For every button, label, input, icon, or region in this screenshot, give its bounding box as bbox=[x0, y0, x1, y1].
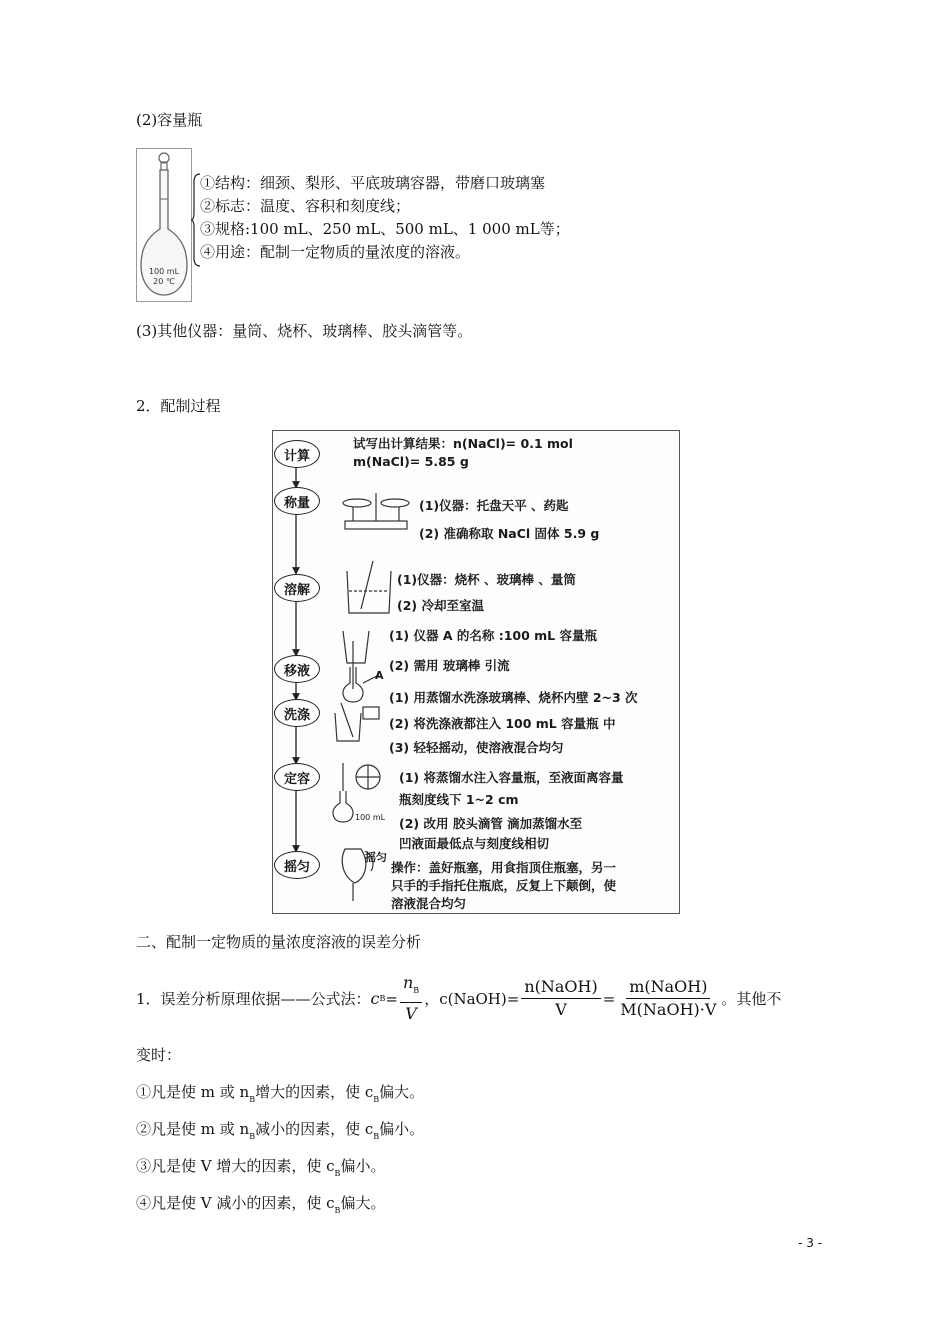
flask-label-volume: 100 mL bbox=[148, 267, 180, 276]
weigh-instruments: (1)仪器：托盘天平 、药匙 bbox=[419, 498, 569, 513]
other-instruments: (3)其他仪器：量筒、烧杯、玻璃棒、胶头滴管等。 bbox=[136, 322, 473, 340]
rule-2-sub1: B bbox=[249, 1132, 256, 1141]
formula-eq-2: = bbox=[602, 989, 616, 1008]
rule-4 bbox=[136, 1193, 385, 1221]
fraction-m-naoh bbox=[617, 976, 719, 1021]
rule-2 bbox=[136, 1119, 424, 1147]
formula-suffix: 。其他不 bbox=[721, 989, 782, 1008]
rule-2-a: ②凡是使 m 或 n bbox=[136, 1120, 250, 1138]
frac2-den: M(NaOH)·V bbox=[620, 1000, 717, 1019]
flask-label-temp: 20 ℃ bbox=[153, 277, 175, 286]
section-heading-volumetric-flask: (2)容量瓶 bbox=[136, 111, 203, 129]
rule-4-a: ④凡是使 V 减小的因素，使 c bbox=[136, 1194, 335, 1212]
page-number: - 3 - bbox=[798, 1236, 822, 1250]
flask-structure: ①结构：细颈、梨形、平底玻璃容器，带磨口玻璃塞 bbox=[200, 174, 546, 192]
rule-1-a: ①凡是使 m 或 n bbox=[136, 1083, 250, 1101]
rule-4-sub2: B bbox=[334, 1206, 341, 1215]
formula-comma: ，c(NaOH)= bbox=[424, 989, 520, 1008]
frac1-den: V bbox=[555, 1000, 567, 1019]
flask-marks: ②标志：温度、容积和刻度线； bbox=[200, 197, 411, 215]
formula-eq-1: = bbox=[385, 989, 398, 1008]
dissolve-instruments: (1)仪器：烧杯 、玻璃棒 、量筒 bbox=[397, 572, 576, 587]
volumetric-flask-image bbox=[136, 148, 192, 302]
transfer-label-a: A bbox=[375, 669, 384, 682]
shake-op-2: 只手的手指托住瓶底，反复上下颠倒，使 bbox=[391, 878, 617, 893]
fix-step-1: (1) 将蒸馏水注入容量瓶，至液面离容量 bbox=[399, 770, 624, 785]
fix-step-1b: 瓶刻度线下 1~2 cm bbox=[399, 792, 519, 807]
rule-1-c: 偏大。 bbox=[379, 1083, 425, 1101]
rule-3 bbox=[136, 1156, 385, 1184]
formula-continuation: 变时： bbox=[136, 1046, 182, 1064]
rule-3-c: 偏小。 bbox=[340, 1157, 386, 1175]
rule-2-c: 偏小。 bbox=[379, 1120, 425, 1138]
transfer-glass-rod: (2) 需用 玻璃棒 引流 bbox=[389, 658, 510, 673]
rule-1 bbox=[136, 1082, 424, 1110]
flask-specs: ③规格:100 mL、250 mL、500 mL、1 000 mL等； bbox=[200, 220, 570, 238]
step-transfer: 移液 bbox=[274, 655, 320, 683]
fraction-nb-v bbox=[400, 972, 422, 1025]
rule-3-a: ③凡是使 V 增大的因素，使 c bbox=[136, 1157, 335, 1175]
error-analysis-heading: 二、配制一定物质的量浓度溶液的误差分析 bbox=[136, 933, 422, 951]
calc-result-n: 试写出计算结果：n(NaCl)= 0.1 mol bbox=[353, 436, 573, 451]
fraction-n-naoh bbox=[521, 976, 600, 1021]
formula-c-sub: B bbox=[379, 993, 386, 1003]
rule-2-b: 减小的因素，使 c bbox=[255, 1120, 374, 1138]
shake-op-1: 操作：盖好瓶塞，用食指顶住瓶塞，另一 bbox=[391, 860, 617, 875]
shake-label: 摇匀 bbox=[365, 851, 387, 864]
fix-label-volume: 100 mL bbox=[355, 813, 386, 822]
flask-usage: ④用途：配制一定物质的量浓度的溶液。 bbox=[200, 243, 471, 261]
rule-3-sub2: B bbox=[334, 1169, 341, 1178]
step-shake: 摇匀 bbox=[274, 851, 320, 879]
rule-1-sub2: B bbox=[373, 1095, 380, 1104]
dissolve-cool: (2) 冷却至室温 bbox=[397, 598, 484, 613]
rule-2-sub2: B bbox=[373, 1132, 380, 1141]
wash-step-2: (2) 将洗涤液都注入 100 mL 容量瓶 中 bbox=[389, 716, 616, 731]
rule-1-sub1: B bbox=[249, 1095, 256, 1104]
step-calculate: 计算 bbox=[274, 440, 320, 468]
wash-step-1: (1) 用蒸馏水洗涤玻璃棒、烧杯内壁 2~3 次 bbox=[389, 690, 638, 705]
frac1-num: n(NaOH) bbox=[521, 976, 600, 999]
wash-step-3: (3) 轻轻摇动，使溶液混合均匀 bbox=[389, 740, 564, 755]
weigh-amount: (2) 准确称取 NaCl 固体 5.9 g bbox=[419, 526, 600, 541]
step-dissolve: 溶解 bbox=[274, 574, 320, 602]
rule-1-b: 增大的因素，使 c bbox=[255, 1083, 374, 1101]
fix-step-2: (2) 改用 胶头滴管 滴加蒸馏水至 bbox=[399, 816, 583, 831]
step-fix-volume: 定容 bbox=[274, 763, 320, 791]
frac-n: n bbox=[402, 973, 414, 992]
fix-step-2b: 凹液面最低点与刻度线相切 bbox=[399, 836, 550, 851]
transfer-instrument-a: (1) 仪器 A 的名称 :100 mL 容量瓶 bbox=[389, 628, 597, 643]
shake-op-3: 溶液混合均匀 bbox=[391, 896, 467, 911]
formula-line bbox=[136, 972, 781, 1025]
frac2-num: m(NaOH) bbox=[626, 976, 710, 999]
frac-v: V bbox=[405, 1004, 417, 1023]
preparation-process-diagram bbox=[272, 430, 680, 914]
step-weigh: 称量 bbox=[274, 487, 320, 515]
flask-properties-list bbox=[200, 172, 570, 264]
calc-result-m: m(NaCl)= 5.85 g bbox=[353, 454, 469, 469]
process-heading: 2．配制过程 bbox=[136, 397, 221, 415]
frac-n-sub: B bbox=[413, 986, 420, 995]
formula-prefix: 1．误差分析原理依据——公式法： bbox=[136, 989, 371, 1008]
formula-c: c bbox=[370, 988, 380, 1008]
step-wash: 洗涤 bbox=[274, 699, 320, 727]
rule-4-c: 偏大。 bbox=[340, 1194, 386, 1212]
